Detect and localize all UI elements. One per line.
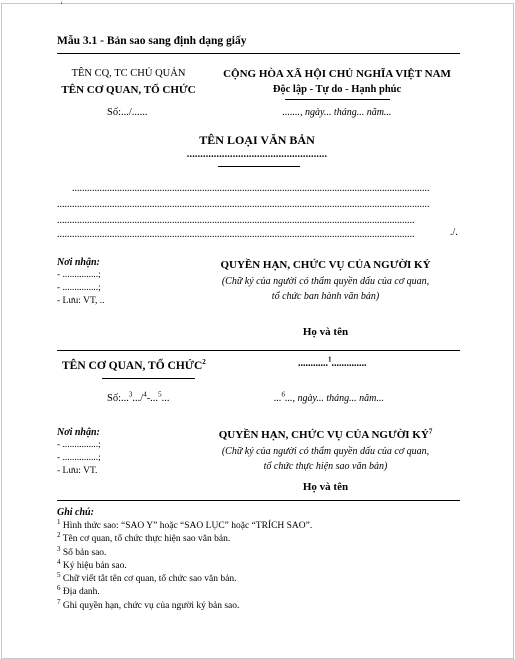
copy-recipient-item: - Lưu: VT. <box>57 466 98 476</box>
form-title: Mẫu 3.1 - Bản sao sang định dạng giấy <box>57 35 247 47</box>
note-text: Ký hiệu bản sao. <box>60 560 127 571</box>
copy-number <box>107 390 170 404</box>
agency-underline <box>102 378 195 379</box>
copy-signer-title <box>193 429 458 441</box>
note-text: Số bản sao. <box>60 547 107 558</box>
recipient-item: - Lưu: VT, .. <box>57 296 105 306</box>
motto: Độc lập - Tự do - Hạnh phúc <box>272 84 402 95</box>
document-type: TÊN LOẠI VĂN BẢN <box>199 133 315 147</box>
notes-label: Ghi chú: <box>57 507 94 518</box>
copy-date-text: ... <box>274 393 282 404</box>
note-text: Hình thức sao: “SAO Y” hoặc “SAO LỤC” hoặc “TRÍCH SAO”. <box>60 521 313 531</box>
notes-separator <box>57 500 460 501</box>
body-line: ............................................................................................................................................... <box>57 216 415 226</box>
subtitle-underline <box>218 166 300 167</box>
footnote-ref: 7 <box>428 427 433 436</box>
note-text: Tên cơ quan, tổ chức thực hiện sao văn bản. <box>60 534 231 545</box>
copy-form <box>298 355 367 369</box>
copy-signer-note: tổ chức thực hiện sao văn bản) <box>263 461 388 472</box>
recipient-item: - ...............; <box>57 270 101 280</box>
signer-name: Họ và tên <box>302 326 349 338</box>
copy-signer-name: Họ và tên <box>302 481 349 493</box>
body-line: ............................................................................................................................................... <box>72 184 430 194</box>
recipients-label: Nơi nhận: <box>57 257 100 268</box>
body-end: ./. <box>450 227 458 238</box>
note-item <box>57 517 313 533</box>
note-item <box>57 557 312 573</box>
parent-agency: TÊN CQ, TC CHỦ QUẢN <box>71 68 186 79</box>
copy-recipient-item: - ...............; <box>57 453 101 463</box>
note-item <box>57 597 312 613</box>
corner-mark: ʻ <box>60 0 63 10</box>
copy-recipient-item: - ...............; <box>57 440 101 450</box>
note-item <box>57 586 312 599</box>
notes-list <box>57 517 313 613</box>
footnote-ref: 2 <box>202 358 206 367</box>
copy-number-text: -... <box>146 393 159 404</box>
copy-recipients-label: Nơi nhận: <box>57 427 100 438</box>
note-item <box>57 544 312 560</box>
copy-date-text: ..., ngày... tháng... năm... <box>285 393 384 404</box>
doc-number: Số:.../...... <box>107 107 148 118</box>
note-number: 7 <box>57 597 61 606</box>
note-item <box>57 573 312 586</box>
agency-name: TÊN CƠ QUAN, TỔ CHỨC <box>61 84 196 96</box>
copy-agency <box>62 360 206 372</box>
note-item <box>57 533 312 546</box>
signer-note: tổ chức ban hành văn bản) <box>271 291 380 302</box>
note-number: 3 <box>57 544 61 553</box>
copy-form-dots: .............. <box>331 358 367 369</box>
copy-signer-note: (Chữ ký của người có thẩm quyền dấu của cơ quan, <box>221 446 430 457</box>
copy-number-text: .../ <box>132 393 144 404</box>
body-line: ..................................................................................................................................................... <box>57 200 430 210</box>
note-text: Địa danh. <box>60 587 100 598</box>
note-number: 5 <box>57 571 61 580</box>
national-title: CỘNG HÒA XÃ HỘI CHỦ NGHĨA VIỆT NAM <box>223 68 451 80</box>
note-number: 2 <box>57 531 61 540</box>
footnote-ref: 6 <box>281 390 285 399</box>
motto-underline <box>285 99 390 100</box>
copy-signer-title-text: QUYỀN HẠN, CHỨC VỤ CỦA NGƯỜI KÝ <box>218 429 429 441</box>
signer-note: (Chữ ký của người có thẩm quyền dấu của cơ quan, <box>221 276 430 287</box>
signer-title: QUYỀN HẠN, CHỨC VỤ CỦA NGƯỜI KÝ <box>220 259 431 271</box>
copy-form-dots: ............ <box>298 358 328 369</box>
copy-separator <box>57 350 460 351</box>
copy-number-text: ... <box>161 393 170 404</box>
copy-number-text: Số:... <box>107 393 129 404</box>
note-number: 6 <box>57 584 61 593</box>
note-text: Ghi quyền hạn, chức vụ của người ký bản sao. <box>60 600 240 611</box>
place-date: ......., ngày... tháng... năm... <box>282 107 392 118</box>
footnote-ref: 5 <box>158 390 162 399</box>
copy-agency-name: TÊN CƠ QUAN, TỔ CHỨC <box>62 360 203 372</box>
document-subtitle: .................................................... <box>186 149 328 160</box>
recipient-item: - ...............; <box>57 283 101 293</box>
body-line: ............................................................................................................................................... <box>57 230 415 240</box>
note-text: Chữ viết tắt tên cơ quan, tổ chức sao văn bản. <box>60 574 237 585</box>
footnote-ref: 4 <box>143 390 147 399</box>
footnote-ref: 1 <box>328 355 332 364</box>
note-number: 4 <box>57 557 61 566</box>
title-rule <box>57 53 460 54</box>
copy-date <box>274 390 384 404</box>
note-number: 1 <box>57 517 61 526</box>
footnote-ref: 3 <box>128 390 133 399</box>
